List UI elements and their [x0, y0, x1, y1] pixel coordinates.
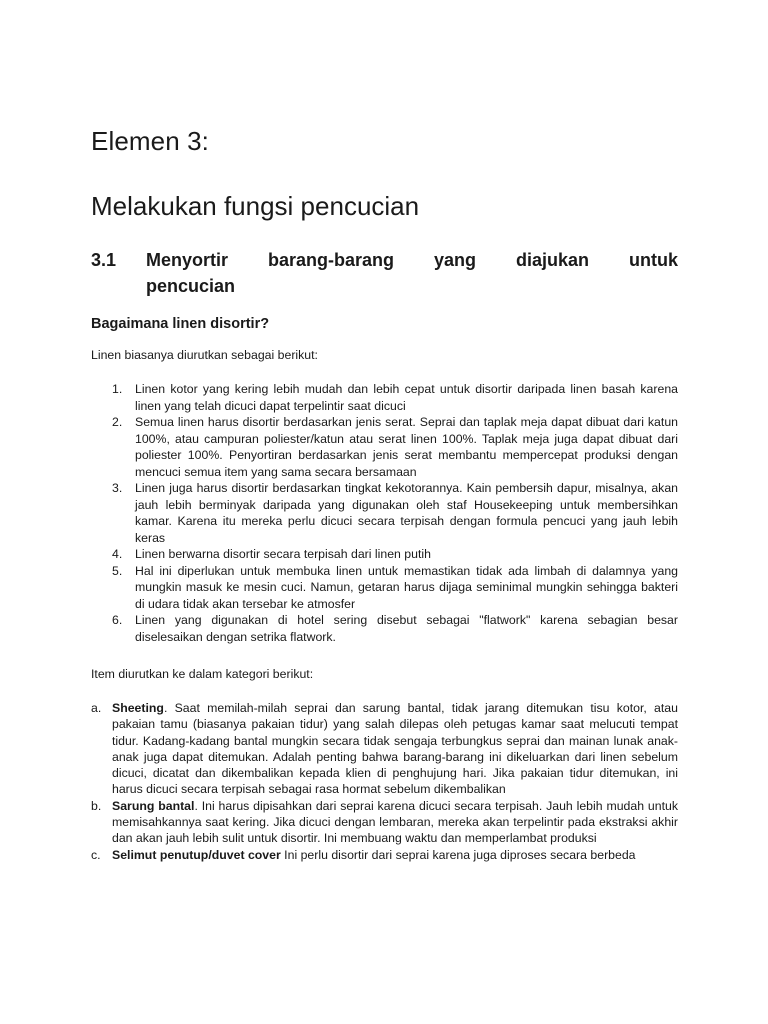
list-item	[91, 612, 678, 645]
list-item	[91, 546, 678, 563]
list-item	[91, 563, 678, 613]
list-item	[91, 414, 678, 480]
category-marker: b.	[91, 798, 102, 813]
intro-paragraph: Linen biasanya diurutkan sebagai berikut:	[91, 348, 318, 362]
subheading: Bagaimana linen disortir?	[91, 316, 270, 332]
list-marker: 3.	[112, 481, 123, 495]
element-heading: Elemen 3:	[91, 126, 209, 156]
category-term: Sarung bantal	[112, 798, 195, 813]
list-marker: 4.	[112, 547, 123, 561]
list-item-text: Linen yang digunakan di hotel sering disebut sebagai "flatwork" karena sebagian besar diselesaikan dengan setrika flatwork.	[135, 613, 678, 644]
category-item	[91, 847, 678, 863]
list-item-text: Semua linen harus disortir berdasarkan jenis serat. Seprai dan taplak meja dapat dibuat dari katun 100%, atau campuran poliester/katun atau serat linen 100%. Taplak meja juga dapat dibuat dari poliester 100%. Penyortiran berdasarkan jenis serat membantu mempercepat produksi dengan mencuci semua item yang sama secara bersamaan	[135, 415, 678, 479]
category-text: Ini perlu disortir dari seprai karena juga diproses secara berbeda	[280, 847, 636, 862]
list-item	[91, 480, 678, 546]
list-item-text: Linen berwarna disortir secara terpisah dari linen putih	[135, 547, 431, 561]
category-item	[91, 798, 678, 847]
section-heading	[91, 247, 678, 299]
list-marker: 5.	[112, 563, 123, 578]
list-item-text: Linen juga harus disortir berdasarkan tingkat kekotorannya. Kain pembersih dapur, misalnya, akan jauh lebih berminyak daripada yang digunakan oleh staf Housekeeping untuk membersihkan kamar. Karena itu mereka perlu dicuci secara terpisah dengan formula pencuci yang jauh lebih keras	[135, 481, 678, 545]
section-title-line-1: Menyortir barang-barang yang diajukan untuk	[146, 250, 678, 270]
category-list	[91, 700, 678, 863]
list-item-text: Hal ini diperlukan untuk membuka linen untuk memastikan tidak ada limbah di dalamnya yang mungkin masuk ke mesin cuci. Namun, getaran harus dijaga seminimal mungkin sehingga bakteri di udara tidak akan tersebar ke atmosfer	[135, 563, 678, 611]
category-text: . Saat memilah-milah seprai dan sarung bantal, tidak jarang ditemukan tisu kotor, atau pakaian tamu (biasanya pakaian tidur) yang salah dilepas oleh petugas kamar saat melucuti tempat tidur. Kadang-kadang bantal mungkin secara tidak sengaja terbungkus seprai dan mainan lunak anak-anak juga dapat ditemukan. Adalah penting bahwa barang-barang ini dikeluarkan dari linen sebelum dicuci, dicatat dan dikembalikan kepada klien di penghujung hari. Jika pakaian tidur ditemukan, ini harus dicuci secara terpisah sebagai rasa hormat sebelum dikembalikan	[112, 701, 678, 797]
category-item	[91, 700, 678, 798]
numbered-list	[91, 381, 678, 645]
category-intro: Item diurutkan ke dalam kategori berikut:	[91, 667, 314, 681]
category-term: Selimut penutup/duvet cover	[112, 847, 281, 862]
list-marker: 1.	[112, 382, 123, 396]
category-text: . Ini harus dipisahkan dari seprai karena dicuci secara terpisah. Jauh lebih mudah untuk memisahkannya saat kering. Jika dicuci dengan lembaran, mereka akan terpelintir pada ekstraksi akhir dan akan jauh lebih sulit untuk disortir. Ini membuang waktu dan memperlambat produksi	[112, 798, 678, 846]
category-marker: a.	[91, 701, 102, 715]
category-marker: c.	[91, 847, 101, 862]
list-item-text: Linen kotor yang kering lebih mudah dan lebih cepat untuk disortir daripada linen basah karena linen yang telah dicuci dapat terpelintir saat dicuci	[135, 382, 678, 413]
list-marker: 6.	[112, 613, 123, 627]
section-number: 3.1	[91, 250, 117, 270]
section-title-line-2: pencucian	[146, 276, 236, 296]
list-marker: 2.	[112, 415, 123, 429]
category-term: Sheeting	[112, 701, 164, 715]
page-title: Melakukan fungsi pencucian	[91, 191, 420, 221]
list-item	[91, 381, 678, 414]
